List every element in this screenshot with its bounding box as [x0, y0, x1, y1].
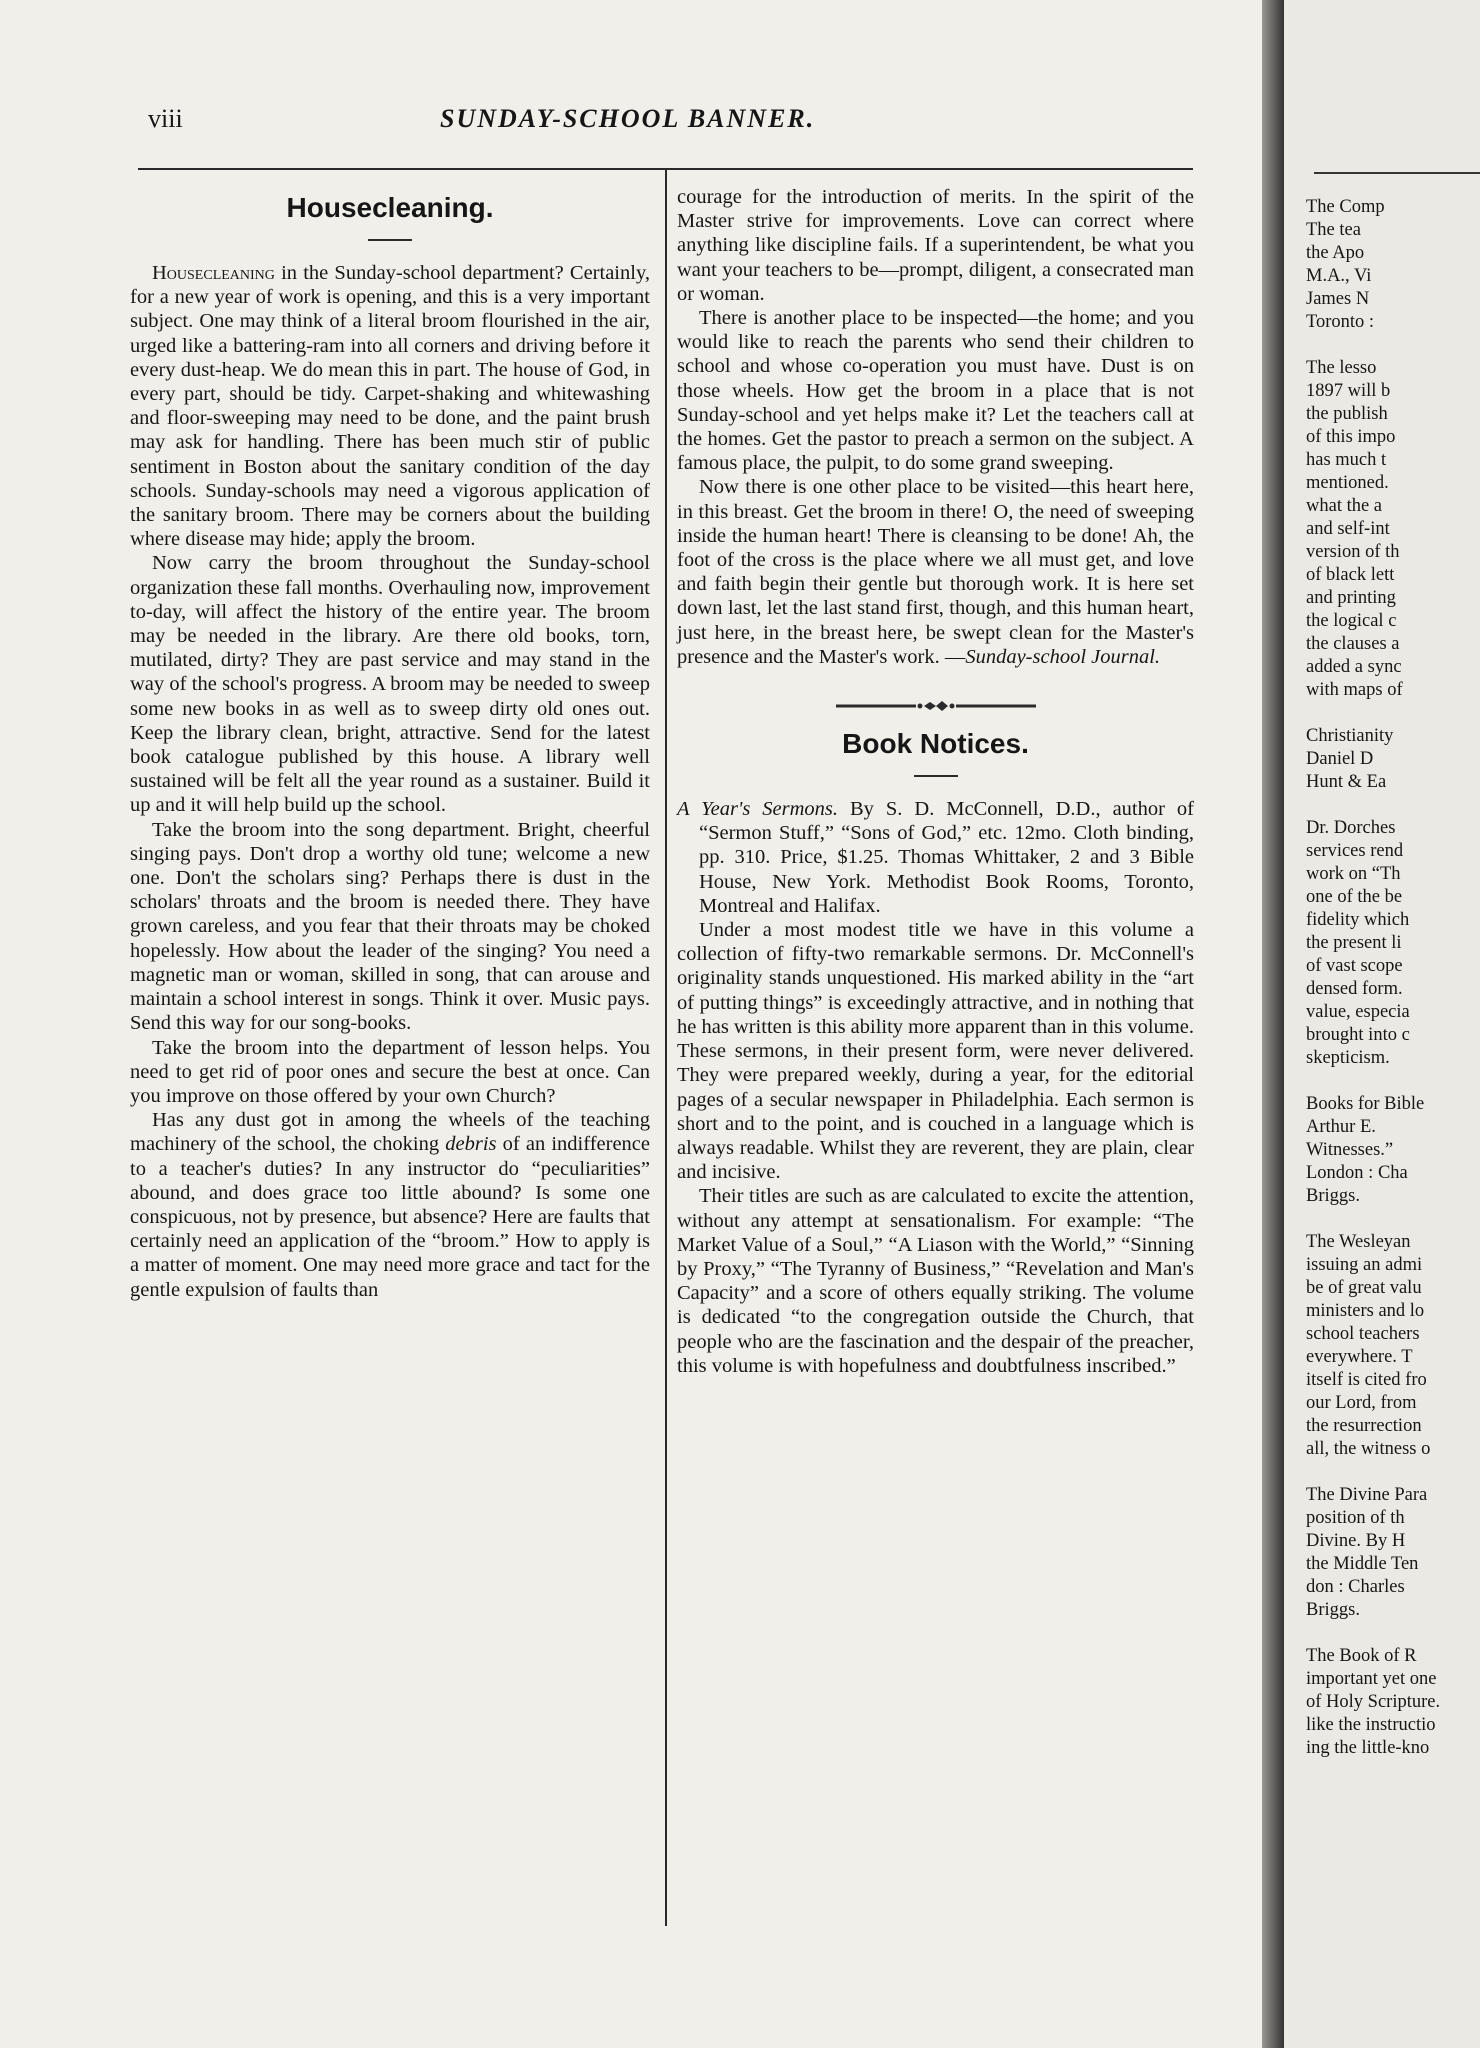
running-head — [140, 100, 1220, 144]
column-divider — [665, 168, 667, 1926]
housecleaning-paragraph-1: Housecleaning in the Sunday-school department? Certainly, for a new year of work is opening, and this is a very important subject. One may think of a literal broom flourished in the air, urged like a battering-ram into all corners and driving before it every dust-heap. We do mean this in part. The house of God, in every part, should be tidy. Carpet-shaking and whitewashing and floor-sweeping may need to be done, and the paint brush may ask for handling. There has been much stir of public sentiment in Boston about the sanitary condition of the day schools. Sunday-schools may need a vigorous application of the sanitary broom. There may be corners about the building where disease may hide; apply the broom. — [130, 262, 650, 551]
facing-line: Christianity — [1306, 726, 1394, 746]
facing-line: with maps of — [1306, 680, 1403, 700]
facing-line: has much t — [1306, 450, 1387, 470]
facing-line: work on “Th — [1306, 864, 1401, 884]
facing-line: The tea — [1306, 220, 1361, 240]
facing-line: position of th — [1306, 1508, 1405, 1528]
facing-line: all, the witness o — [1306, 1439, 1431, 1459]
facing-line: 1897 will b — [1306, 381, 1391, 401]
facing-line: Briggs. — [1306, 1600, 1360, 1620]
facing-line — [1306, 1208, 1480, 1231]
facing-line: brought into c — [1306, 1025, 1410, 1045]
facing-line: of this impo — [1306, 427, 1396, 447]
facing-line: the present li — [1306, 933, 1402, 953]
facing-line: ministers and lo — [1306, 1301, 1425, 1321]
facing-line: of vast scope — [1306, 956, 1403, 976]
facing-line: The Divine Para — [1306, 1485, 1428, 1505]
facing-line: the clauses a — [1306, 634, 1400, 654]
facing-line: be of great valu — [1306, 1278, 1422, 1298]
facing-header-rule — [1314, 172, 1480, 174]
housecleaning-title: Housecleaning. — [286, 192, 494, 223]
facing-line: of black lett — [1306, 565, 1395, 585]
facing-line: one of the be — [1306, 887, 1403, 907]
facing-line: what the a — [1306, 496, 1383, 516]
facing-line: Books for Bible — [1306, 1094, 1425, 1114]
housecleaning-paragraph-4: Take the broom into the department of lesson helps. You need to get rid of poor ones and secure the best at once. Can you improve on those offered by your own Church? — [130, 1036, 650, 1107]
source-citation: Sunday-school Journal. — [965, 645, 1161, 668]
facing-line: important yet one — [1306, 1669, 1437, 1689]
page-number: viii — [148, 104, 183, 133]
facing-line — [1306, 334, 1480, 357]
facing-line: James N — [1306, 289, 1370, 309]
facing-line: our Lord, from — [1306, 1393, 1417, 1413]
facing-line: added a sync — [1306, 657, 1402, 677]
facing-line: everywhere. T — [1306, 1347, 1413, 1367]
facing-line: densed form. — [1306, 979, 1403, 999]
ornament-divider — [836, 699, 1036, 713]
facing-line: don : Charles — [1306, 1577, 1405, 1597]
facing-line: Toronto : — [1306, 312, 1375, 332]
facing-line: M.A., Vi — [1306, 266, 1372, 286]
facing-line: the resurrection — [1306, 1416, 1422, 1436]
facing-line — [1306, 702, 1480, 725]
heart-paragraph: Now there is one other place to be visited—this heart here, in this breast. Get the broom in there! O, the need of sweeping inside the human heart! There is cleansing to be done! Ah, the foot of the cross is the place where we all must get, and love and faith begin their gentle but thorough work. It is here set down last, let the last stand first, though, and this human heart, just here, in the breast here, be swept clean for the Master's presence and the Master's work. —Sunday-school Journal. — [677, 476, 1194, 668]
housecleaning-paragraph-3: Take the broom into the song department. Bright, cheerful singing pays. Don't drop a worthy old tune; welcome a new one. Don't the scholars sing? Perhaps there is dust in the scholars' throats and the broom is needed there. They have grown careless, and you fear that their throats may be choked hopelessly. How about the leader of the singing? You need a magnetic man or woman, skilled in song, that can arouse and maintain a school interest in songs. Think it over. Music pays. Send this way for our song-books. — [130, 818, 650, 1035]
facing-line: value, especia — [1306, 1002, 1410, 1022]
facing-line: ing the little-kno — [1306, 1738, 1430, 1758]
facing-line — [1306, 794, 1480, 817]
facing-line: Briggs. — [1306, 1186, 1360, 1206]
facing-line: school teachers — [1306, 1324, 1420, 1344]
facing-line: issuing an admi — [1306, 1255, 1423, 1275]
facing-line: and self-int — [1306, 519, 1390, 539]
title-rule — [914, 775, 958, 777]
facing-line: Daniel D — [1306, 749, 1374, 769]
review-paragraph-1: Under a most modest title we have in this volume a collection of fifty-two remarkable sermons. Dr. McConnell's originality stands unquestioned. His marked ability in the “art of putting things” is exceedingly attractive, and in nothing that he has written is this ability more apparent than in this volume. These sermons, in their present form, were never delivered. They were prepared weekly, during a year, for the editorial pages of a secular newspaper in Philadelphia. Each sermon is short and to the point, and is couched in a language which is always readable. Whilst they are reverent, they are plain, clear and incisive. — [677, 919, 1194, 1184]
facing-line: version of th — [1306, 542, 1400, 562]
facing-line — [1306, 1461, 1480, 1484]
facing-line: the publish — [1306, 404, 1388, 424]
right-column — [677, 185, 1194, 1378]
facing-line: London : Cha — [1306, 1163, 1408, 1183]
facing-line: Hunt & Ea — [1306, 772, 1387, 792]
facing-line: the Apo — [1306, 243, 1365, 263]
continued-paragraph: courage for the introduction of merits. In the spirit of the Master strive for improvements. Love can correct where anything like discipline fails. If a superintendent, be what you want your teachers to be—prompt, diligent, a consecrated man or woman. — [677, 186, 1194, 305]
facing-line: Arthur E. — [1306, 1117, 1376, 1137]
facing-page-text — [1306, 196, 1480, 1760]
page-gutter — [1262, 0, 1286, 2048]
facing-line: skepticism. — [1306, 1048, 1390, 1068]
review-paragraph-2: Their titles are such as are calculated to excite the attention, without any attempt at sensationalism. For example: “The Market Value of a Soul,” “A Liason with the World,” “Sinning by Proxy,” “The Tyranny of Business,” “Revelation and Man's Capacity” and a score of others equally striking. The volume is dedicated “to the congregation outside the Church, that people who are the fascination and the despair of the preacher, this volume is with hopefulness and doubtfulness inscribed.” — [677, 1185, 1194, 1377]
left-column — [130, 185, 650, 1302]
drop-word: Housecleaning — [152, 262, 275, 284]
facing-line: like the instructio — [1306, 1715, 1436, 1735]
facing-line: services rend — [1306, 841, 1404, 861]
facing-line: The lesso — [1306, 358, 1377, 378]
facing-line — [1306, 1070, 1480, 1093]
facing-line: the logical c — [1306, 611, 1397, 631]
facing-line: fidelity which — [1306, 910, 1410, 930]
facing-line: The Wesleyan — [1306, 1232, 1411, 1252]
book-notice-entry: A Year's Sermons. By S. D. McConnell, D.D., author of “Sermon Stuff,” “Sons of God,” etc. 12mo. Cloth binding, pp. 310. Price, $1.25. Thomas Whittaker, 2 and 3 Bible House, New York. Methodist Book Rooms, Toronto, Montreal and Halifax. — [677, 798, 1194, 917]
home-paragraph: There is another place to be inspected—the home; and you would like to reach the parents who send their children to school and whose co-operation you must have. Dust is on those wheels. How get the broom in a place that is not Sunday-school and yet helps make it? Let the teachers call at the homes. Get the pastor to preach a sermon on the subject. A famous place, the pulpit, to do some grand sweeping. — [677, 307, 1194, 475]
facing-line: Dr. Dorches — [1306, 818, 1396, 838]
facing-line: of Holy Scripture. — [1306, 1692, 1441, 1712]
housecleaning-paragraph-2: Now carry the broom throughout the Sunday-school organization these fall months. Overhauling now, improvement to-day, will affect the history of the entire year. The broom may be needed in the library. Are there old books, torn, mutilated, dirty? They are past service and may stand in the way of the school's progress. A broom may be needed to sweep some new books in as well as to sweep dirty old ones out. Keep the library clean, bright, attractive. Send for the latest book catalogue published by this house. A library well sustained will be felt all the year round as a sustainer. Build it up and it will help build up the school. — [130, 552, 650, 817]
book-notices-title: Book Notices. — [842, 728, 1029, 760]
facing-line: mentioned. — [1306, 473, 1389, 493]
facing-page-fragment — [1284, 0, 1480, 2048]
facing-line: Witnesses.” — [1306, 1140, 1394, 1160]
running-title: SUNDAY-SCHOOL BANNER. — [440, 104, 816, 133]
book-title: A Year's Sermons. — [677, 798, 839, 821]
facing-line: Divine. By H — [1306, 1531, 1406, 1551]
facing-line: and printing — [1306, 588, 1396, 608]
facing-line: The Book of R — [1306, 1646, 1417, 1666]
facing-line — [1306, 1622, 1480, 1645]
facing-line: The Comp — [1306, 197, 1385, 217]
facing-line: itself is cited fro — [1306, 1370, 1427, 1390]
facing-line: the Middle Ten — [1306, 1554, 1419, 1574]
housecleaning-paragraph-5: Has any dust got in among the wheels of the teaching machinery of the school, the choking debris of an indifference to a teacher's duties? In any instructor do “peculiarities” abound, and does grace too little abound? Is some one conspicuous, not by presence, but absence? Here are faults that certainly need an application of the “broom.” How to apply is a matter of moment. One may need more grace and tact for the gentle expulsion of faults than — [130, 1109, 651, 1301]
title-rule — [368, 239, 412, 241]
